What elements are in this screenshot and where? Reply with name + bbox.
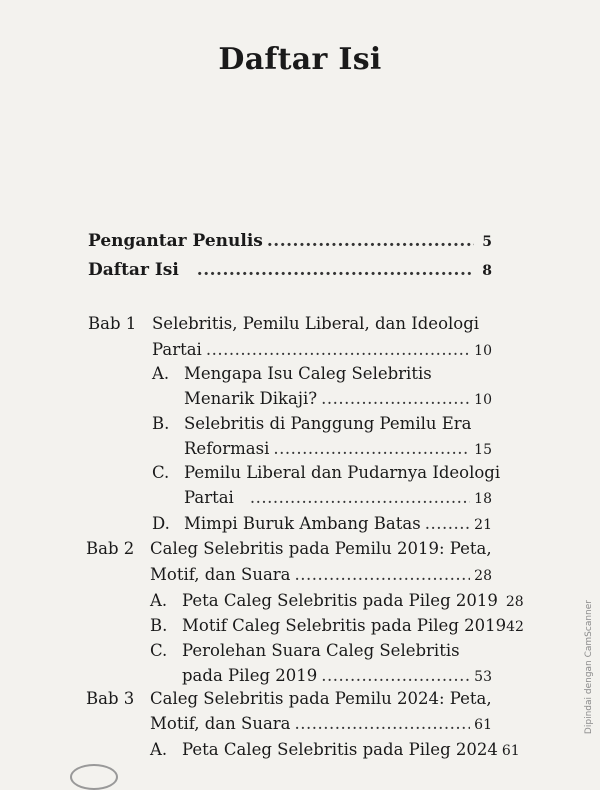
- chapter-title-cont: Partai: [152, 340, 202, 359]
- toc-entry-pengantar[interactable]: [88, 231, 492, 251]
- section-title-cont: Menarik Dikaji?: [184, 389, 318, 408]
- leader-dots: [273, 439, 470, 458]
- chapter-entry-bab-1[interactable]: [152, 340, 492, 359]
- section-title[interactable]: Pemilu Liberal dan Pudarnya Ideologi: [184, 463, 501, 482]
- entry-page: 61: [474, 717, 492, 733]
- entry-page: 8: [482, 263, 492, 279]
- section-entry-2a[interactable]: [182, 591, 524, 610]
- entry-page: 5: [482, 234, 492, 250]
- entry-label: Pengantar Penulis: [88, 231, 263, 251]
- section-entry-2b[interactable]: [182, 616, 524, 635]
- chapter-entry-bab-3[interactable]: [150, 714, 492, 733]
- leader-dots: [197, 260, 474, 280]
- entry-page: 10: [474, 392, 492, 408]
- section-title: Peta Caleg Selebritis pada Pileg 2024: [182, 740, 498, 759]
- scanner-watermark: Dipindai dengan CamScanner: [584, 600, 594, 735]
- section-letter: A.: [152, 364, 170, 383]
- section-entry-3a[interactable]: [182, 740, 520, 759]
- leader-dots: [295, 565, 471, 584]
- leader-dots: [250, 488, 470, 507]
- chapter-number: Bab 1: [88, 314, 137, 333]
- section-title[interactable]: Selebritis di Panggung Pemilu Era: [184, 414, 472, 433]
- section-entry-1b[interactable]: [184, 439, 492, 458]
- page-title: Daftar Isi: [218, 42, 382, 77]
- leader-dots: [321, 389, 470, 408]
- section-letter: C.: [152, 463, 170, 482]
- chapter-title[interactable]: Selebritis, Pemilu Liberal, dan Ideologi: [152, 314, 480, 333]
- chapter-title-cont: Motif, dan Suara: [150, 565, 291, 584]
- section-title: Peta Caleg Selebritis pada Pileg 2019: [182, 591, 498, 610]
- section-entry-1d[interactable]: [184, 514, 492, 533]
- section-title[interactable]: Mengapa Isu Caleg Selebritis: [184, 364, 432, 383]
- leader-dots: [206, 340, 470, 359]
- entry-page: 10: [474, 343, 492, 359]
- section-entry-2c[interactable]: [182, 666, 492, 685]
- section-letter: A.: [150, 591, 168, 610]
- section-entry-1a[interactable]: [184, 389, 492, 408]
- section-title[interactable]: Perolehan Suara Caleg Selebritis: [182, 641, 460, 660]
- entry-page: 61: [501, 743, 520, 759]
- leader-dots: [321, 666, 470, 685]
- section-title-cont: pada Pileg 2019: [182, 666, 318, 685]
- section-title-cont: Partai: [184, 488, 234, 507]
- section-letter: C.: [150, 641, 168, 660]
- section-letter: B.: [150, 616, 168, 635]
- entry-page: 28: [474, 568, 492, 584]
- chapter-entry-bab-2[interactable]: [150, 565, 492, 584]
- chapter-title[interactable]: Caleg Selebritis pada Pemilu 2019: Peta,: [150, 539, 492, 558]
- leader-dots: [267, 231, 474, 251]
- section-entry-1c[interactable]: [184, 488, 492, 507]
- section-letter: D.: [152, 514, 170, 533]
- section-title-cont: Reformasi: [184, 439, 270, 458]
- entry-page: 28: [505, 594, 524, 610]
- leader-dots: [295, 714, 471, 733]
- entry-label: Daftar Isi: [88, 260, 179, 280]
- entry-page: 15: [474, 442, 492, 458]
- chapter-number: Bab 3: [86, 689, 135, 708]
- chapter-number: Bab 2: [86, 539, 135, 558]
- section-title: Mimpi Buruk Ambang Batas: [184, 514, 421, 533]
- entry-page: 21: [474, 517, 492, 533]
- entry-page: 53: [474, 669, 492, 685]
- toc-entry-daftar-isi[interactable]: [88, 260, 492, 280]
- entry-page: 42: [506, 619, 524, 635]
- leader-dots: [425, 514, 470, 533]
- chapter-title-cont: Motif, dan Suara: [150, 714, 291, 733]
- chapter-title[interactable]: Caleg Selebritis pada Pemilu 2024: Peta,: [150, 689, 492, 708]
- section-letter: B.: [152, 414, 170, 433]
- entry-page: 18: [474, 491, 492, 507]
- section-title: Motif Caleg Selebritis pada Pileg 2019: [182, 616, 507, 635]
- stamp-mark: [70, 764, 118, 790]
- section-letter: A.: [150, 740, 168, 759]
